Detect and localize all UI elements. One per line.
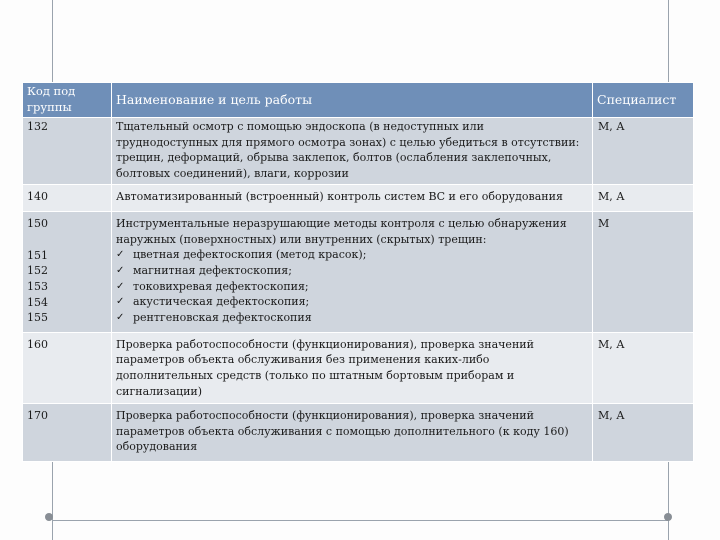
maintenance-table bbox=[22, 82, 694, 462]
table-row bbox=[23, 212, 694, 333]
sub-code: 153 bbox=[27, 279, 48, 293]
method-list bbox=[116, 247, 588, 325]
row-specialist: М, А bbox=[593, 404, 694, 462]
sub-code: 155 bbox=[27, 311, 48, 325]
row-text: Проверка работоспособности (функционирования), проверка значений параметров объекта обслуживания с помощью дополнительного (к коду 160) оборудования bbox=[112, 404, 593, 462]
row-text: Инструментальные неразрушающие методы контроля с целью обнаружения наружных (поверхностных) или внутренних (скрытых) трещин: bbox=[116, 217, 567, 246]
row-code: 150 bbox=[27, 217, 48, 231]
sub-code: 152 bbox=[27, 264, 48, 278]
row-code: 132 bbox=[23, 118, 112, 184]
table-header-row bbox=[23, 83, 694, 118]
row-text: Тщательный осмотр с помощью эндоскопа (в недоступных или труднодоступных для прямого осмотра зонах) с целью убедиться в отсутствии: трещин, деформаций, обрыва заклепок, болтов (ослабления заклепочных, болтовых соединений), влаги, коррозии bbox=[112, 118, 593, 184]
row-specialist: М, А bbox=[593, 118, 694, 184]
row-code: 160 bbox=[23, 332, 112, 403]
method-item: ✓ магнитная дефектоскопия; bbox=[116, 263, 588, 279]
frame-dot-right bbox=[664, 513, 672, 521]
row-specialist: М, А bbox=[593, 332, 694, 403]
header-name: Наименование и цель работы bbox=[112, 83, 593, 118]
header-code: Код под группы bbox=[23, 83, 112, 118]
table-row bbox=[23, 184, 694, 212]
method-item: ✓ цветная дефектоскопия (метод красок); bbox=[116, 247, 588, 263]
row-code: 170 bbox=[23, 404, 112, 462]
table-row bbox=[23, 118, 694, 184]
row-text: Автоматизированный (встроенный) контроль систем ВС и его оборудования bbox=[112, 184, 593, 212]
row-code-group bbox=[23, 212, 112, 333]
header-specialist: Специалист bbox=[593, 83, 694, 118]
row-text: Проверка работоспособности (функционирования), проверка значений параметров объекта обслуживания без применения каких-либо дополнительных средств (только по штатным бортовым приборам и сигнализации) bbox=[112, 332, 593, 403]
frame-dot-left bbox=[45, 513, 53, 521]
frame-line-bottom bbox=[52, 520, 669, 521]
sub-code: 154 bbox=[27, 295, 48, 309]
table-row bbox=[23, 404, 694, 462]
table-row bbox=[23, 332, 694, 403]
method-item: ✓ рентгеновская дефектоскопия bbox=[116, 310, 588, 326]
row-text-group bbox=[112, 212, 593, 333]
method-item: ✓ акустическая дефектоскопия; bbox=[116, 294, 588, 310]
row-specialist: М bbox=[593, 212, 694, 333]
row-code: 140 bbox=[23, 184, 112, 212]
method-item: ✓ токовихревая дефектоскопия; bbox=[116, 279, 588, 295]
row-specialist: М, А bbox=[593, 184, 694, 212]
sub-code: 151 bbox=[27, 248, 48, 262]
